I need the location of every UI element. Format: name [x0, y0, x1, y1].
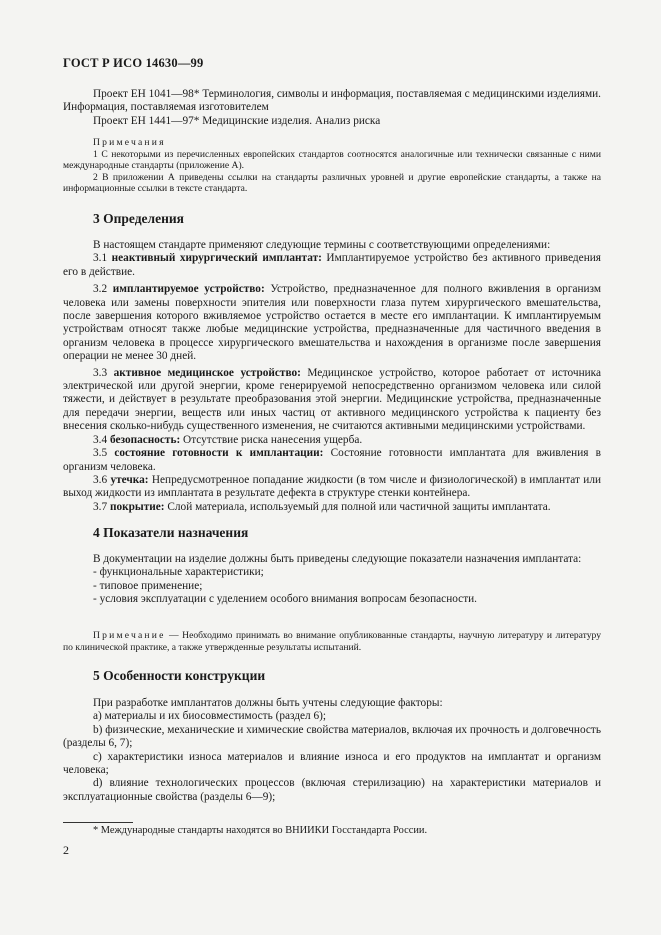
note-item: 2 В приложении А приведены ссылки на стандарты различных уровней и другие европейские стандарты, а также на информационные ссылки в тексте стандарта.	[63, 171, 601, 195]
definition-3-2: 3.2 имплантируемое устройство: Устройство, предназначенное для полного вживления в организм человека или замены поверхности эпителия или поверхности глаза путем хирургического вмешательства, после завершения которого вживляемое устройство остается в месте его имплантации. К имплантируемым устройствам относят также любые медицинские устройства, предназначенные для частичного введения в организм человека в процессе хирургического вмешательства и нахождения в организме после завершения операции не менее 30 дней.	[63, 283, 602, 363]
section-3-intro: В настоящем стандарте применяют следующие термины с соответствующими определениями:	[93, 239, 551, 251]
document-header: ГОСТ Р ИСО 14630—99	[63, 56, 204, 70]
section-5-body	[63, 697, 601, 804]
section-4-intro: В документации на изделие должны быть приведены следующие показатели назначения имплантата:	[93, 553, 582, 565]
note-text: — Необходимо принимать во внимание опубликованные стандарты, научную литературу и литературу по клинической практике, а также утвержденные результаты испытаний.	[63, 630, 601, 653]
definition-term: покрытие:	[109, 500, 165, 513]
definition-term: имплантируемое устройство:	[112, 283, 265, 296]
note-item: 1 С некоторыми из перечисленных европейских стандартов соотносятся аналогичные или технически связанные с ними международные стандарты (приложение А).	[63, 148, 601, 172]
list-item: - типовое применение;	[93, 579, 203, 592]
definition-term: неактивный хирургический имплантат:	[111, 252, 322, 265]
definition-term: безопасность:	[109, 433, 181, 446]
footnote-divider	[63, 822, 133, 823]
note-label: Примечание	[93, 630, 166, 641]
section-5-intro: При разработке имплантатов должны быть учтены следующие факторы:	[93, 697, 443, 709]
list-item: d) влияние технологических процессов (включая стерилизацию) на характеристики материалов и эксплуатационные свойства (разделы 6—9);	[63, 777, 601, 803]
footnote: * Международные стандарты находятся во ВНИИКИ Госстандарта России.	[93, 825, 428, 836]
notes-block	[63, 137, 601, 195]
list-item: - условия эксплуатации с уделением особого внимания вопросам безопасности.	[93, 593, 477, 606]
reference-item: Проект ЕН 1441—97* Медицинские изделия. Анализ риска	[93, 114, 381, 127]
definition-3-1: 3.1 неактивный хирургический имплантат: Имплантируемое устройство без активного приведения его в действие.	[63, 252, 601, 278]
list-item: c) характеристики износа материалов и влияние износа и его продуктов на имплантат и организм человека;	[63, 750, 601, 777]
definition-term: состояние готовности к имплантации:	[114, 447, 324, 460]
section-4-body	[63, 553, 601, 607]
list-item: b) физические, механические и химические свойства материалов, включая их прочность и долговечность (разделы 6, 7);	[63, 723, 602, 750]
list-item: - функциональные характеристики;	[93, 566, 264, 579]
section-5-heading: 5 Особенности конструкции	[93, 668, 266, 683]
definition-term: утечка:	[110, 473, 149, 486]
definition-3-5: 3.5 состояние готовности к имплантации: Состояние готовности имплантата для вживления в организм человека.	[63, 447, 601, 473]
page-number: 2	[63, 843, 69, 857]
notes-label: Примечания	[93, 137, 166, 148]
definition-3-6: 3.6 утечка: Непредусмотренное попадание жидкости (в том числе и физиологической) в имплантат или выход жидкости из имплантата в результате дефекта в структуре стенки контейнера.	[63, 473, 602, 500]
normative-references	[63, 88, 601, 128]
section-3-body	[63, 239, 601, 514]
reference-item: Проект ЕН 1041—98* Терминология, символы и информация, поставляемая с медицинскими изделиями. Информация, поставляемая изготовителем	[63, 88, 601, 114]
section-3-heading: 3 Определения	[93, 211, 184, 226]
list-item: a) материалы и их биосовместимость (раздел 6);	[93, 710, 327, 723]
section-4-heading: 4 Показатели назначения	[93, 525, 249, 540]
definition-3-3: 3.3 активное медицинское устройство: Медицинское устройство, которое работает от источника электрической или другой энергии, кроме генерируемой непосредственно организмом человека или силой тяжести, и действует в результате преобразования этой энергии. Медицинские устройства, предназначенные для передачи энергии, веществ или иных частиц от активного медицинского устройства к пациенту без внесения сколько-нибудь существенного изменения, не считаются активными медицинскими устройствами.	[63, 366, 601, 433]
definition-3-7: 3.7 покрытие: Слой материала, используемый для полной или частичной защиты имплантата.	[93, 500, 551, 513]
section-4-note	[63, 630, 601, 653]
definition-term: активное медицинское устройство:	[113, 366, 301, 379]
definition-3-4: 3.4 безопасность: Отсутствие риска нанесения ущерба.	[93, 433, 363, 446]
